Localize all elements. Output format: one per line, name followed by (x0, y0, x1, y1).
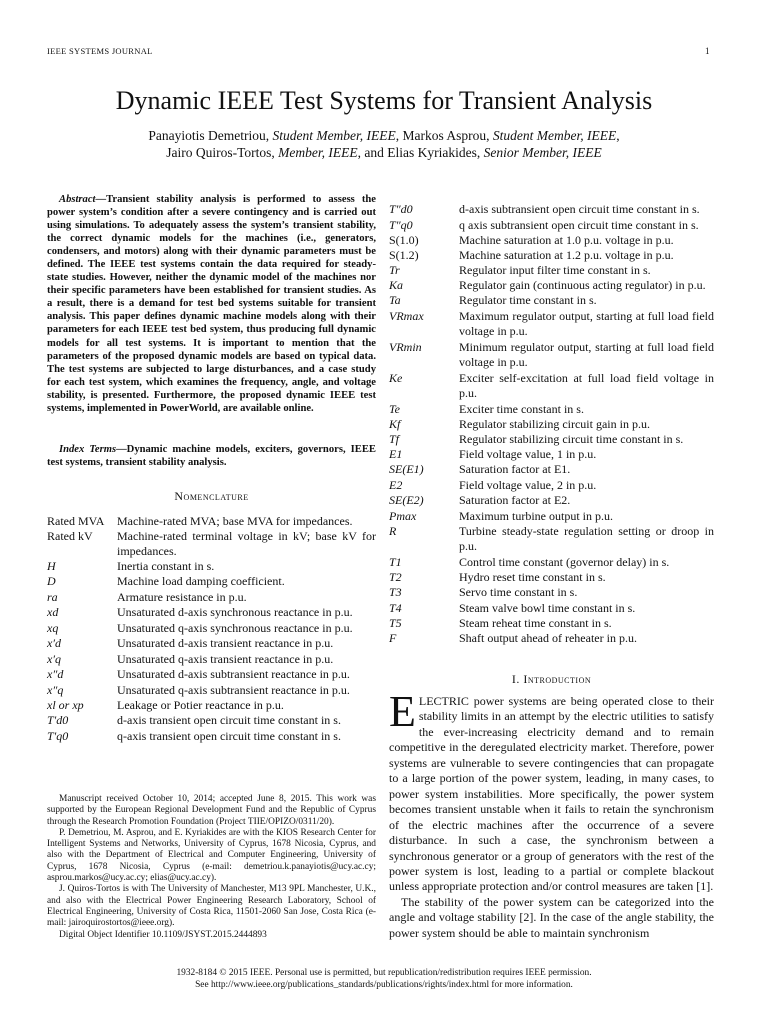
footnote-manuscript: Manuscript received October 10, 2014; accepted June 8, 2015. This work was supported by the European Regional Development Fund and the Republic of Cyprus through the Research Promotion Foundation (Project TIIE/ΟΡΙΖΟ/0311/20). (47, 794, 376, 827)
nomenclature-symbol: Rated MVA (47, 514, 105, 528)
section-heading-introduction: I. Introduction (511, 672, 592, 686)
nomenclature-description: Control time constant (governor delay) in s. (459, 555, 670, 569)
author-separator: , (616, 128, 620, 143)
nomenclature-description: Servo time constant in s. (459, 585, 578, 599)
index-terms-text: Dynamic machine models, exciters, governors, IEEE test systems, transient stability analysis. (47, 444, 376, 469)
nomenclature-symbol: x′d (47, 636, 61, 650)
intro-paragraph-2: The stability of the power system can be categorized into the angle and voltage stability [2]. In the case of the angle stability, the power system should be able to maintain synchronism (389, 894, 714, 940)
nomenclature-heading: Nomenclature (174, 489, 249, 503)
nomenclature-symbol: VRmin (389, 340, 422, 354)
index-terms-dash: — (116, 444, 127, 455)
nomenclature-symbol: x′q (47, 652, 61, 666)
copyright-line-1: 1932-8184 © 2015 IEEE. Personal use is permitted, but republication/redistribution requires IEEE permission. (176, 968, 592, 978)
author-2-role: Student Member, IEEE (492, 128, 617, 143)
nomenclature-symbol: xl or xp (47, 698, 84, 712)
nomenclature-description: Hydro reset time constant in s. (459, 570, 606, 584)
nomenclature-symbol: E1 (389, 447, 403, 461)
nomenclature-symbol: Rated kV (47, 529, 93, 543)
nomenclature-symbol: R (389, 524, 397, 538)
nomenclature-description: Unsaturated q-axis transient reactance in p.u. (117, 652, 334, 666)
nomenclature-description: Machine saturation at 1.2 p.u. voltage in p.u. (459, 248, 674, 262)
nomenclature-description: Machine saturation at 1.0 p.u. voltage in p.u. (459, 233, 674, 247)
nomenclature-symbol: Tr (389, 263, 400, 277)
nomenclature-symbol: x″q (47, 683, 64, 697)
copyright-notice (0, 967, 768, 991)
abstract-text: Transient stability analysis is performed to assess the power system’s condition after a severe contingency and is carried out using simulations. To adequately assess the system’s transient stability, the correct dynamic models for the machines (i.e., generators, condensers, and motors) along with their dynamic parameters must be defined. The IEEE test systems contain the data required for steady-state studies. However, neither the dynamic model of the machines nor their specific parameters have been established for transient studies. As a result, there is a demand for test bed systems suitable for transient analysis. This paper defines dynamic machine models along with their parameters for each IEEE test bed system, thus producing full dynamic models for all test systems. It is important to mention that the parameters of the proposed dynamic models are based on typical data. The test systems are subjected to large disturbances, and a case study for each test system, which examines the frequency, angle, and voltage stability, is presented. Furthermore, the proposed dynamic IEEE test systems, implemented in PowerWorld, are available online. (47, 194, 376, 414)
nomenclature-description: Exciter time constant in s. (459, 402, 584, 416)
nomenclature-symbol: Pmax (389, 509, 417, 523)
introduction-body (389, 687, 714, 941)
nomenclature-symbol: H (47, 559, 56, 573)
abstract-dash: — (95, 194, 107, 205)
nomenclature-symbol: T4 (389, 601, 402, 615)
footnotes (47, 794, 376, 941)
running-head: IEEE SYSTEMS JOURNAL (47, 46, 153, 56)
nomenclature-symbol: T″d0 (389, 202, 413, 216)
nomenclature-symbol: D (47, 574, 56, 588)
footnote-affiliation-2: J. Quiros-Tortos is with The University of Manchester, M13 9PL Manchester, U.K., and also with the Electrical Power Engineering Research Laboratory, School of Electrical Engineering, University of Costa Rica, 11501-2060 San Jose, Costa Rica (e-mail: jairoquirostortos@ieee.org). (47, 884, 376, 929)
nomenclature-symbol: Ke (389, 371, 403, 385)
nomenclature-symbol: T3 (389, 585, 402, 599)
abstract (47, 193, 376, 415)
author-3: Jairo Quiros-Tortos, (166, 145, 279, 160)
nomenclature-symbol: SE(E1) (389, 462, 424, 476)
copyright-line-2: See http://www.ieee.org/publications_standards/publications/rights/index.html for more information. (195, 980, 573, 990)
nomenclature-description: d-axis transient open circuit time constant in s. (117, 713, 341, 727)
nomenclature-description: Machine-rated MVA; base MVA for impedances. (117, 514, 353, 528)
nomenclature-symbol: Tf (389, 432, 400, 446)
footnote-doi: Digital Object Identifier 10.1109/JSYST.2015.2444893 (59, 929, 267, 940)
nomenclature-description: Steam reheat time constant in s. (459, 616, 612, 630)
nomenclature-symbol: E2 (389, 478, 403, 492)
nomenclature-description: Armature resistance in p.u. (117, 590, 247, 604)
nomenclature-description: q axis subtransient open circuit time constant in s. (459, 218, 699, 232)
nomenclature-description: Turbine steady-state regulation setting or droop in p.u. (459, 524, 714, 553)
author-list (0, 127, 768, 161)
author-4-role: Senior Member, IEEE (483, 145, 602, 160)
nomenclature-description: q-axis transient open circuit time constant in s. (117, 729, 341, 743)
author-2: , Markos Asprou, (395, 128, 493, 143)
intro-lead-word: LECTRIC (418, 694, 469, 708)
nomenclature-symbol: ra (47, 590, 58, 604)
nomenclature-symbol: xd (47, 605, 59, 619)
nomenclature-symbol: SE(E2) (389, 493, 424, 507)
nomenclature-description: Saturation factor at E1. (459, 462, 571, 476)
nomenclature-symbol: S(1.0) (389, 233, 419, 247)
nomenclature-description: Minimum regulator output, starting at full load field voltage in p.u. (459, 340, 714, 369)
nomenclature-description: Maximum regulator output, starting at full load field voltage in p.u. (459, 309, 714, 338)
nomenclature-description: Shaft output ahead of reheater in p.u. (459, 631, 637, 645)
intro-paragraph-1 (389, 687, 714, 895)
paper-title: Dynamic IEEE Test Systems for Transient Analysis (115, 86, 653, 115)
nomenclature-description: Regulator stabilizing circuit gain in p.u. (459, 417, 650, 431)
author-4: , and Elias Kyriakides, (357, 145, 484, 160)
nomenclature-symbol: VRmax (389, 309, 424, 323)
author-3-role: Member, IEEE (278, 145, 358, 160)
nomenclature-description: Regulator stabilizing circuit time constant in s. (459, 432, 684, 446)
footnote-affiliation-1: P. Demetriou, M. Asprou, and E. Kyriakides are with the KIOS Research Center for Intelligent Systems and Networks, University of Cyprus, 1678 Nicosia, Cyprus, and also with the Department of Electrical and Computer Engineering, University of Cyprus, 1678 Nicosia, Cyprus (e-mail: demetriou.k.panayiotis@ucy.ac.cy; asprou.markos@ucy.ac.cy; elias@ucy.ac.cy). (47, 827, 376, 884)
nomenclature-description: Regulator gain (continuous acting regulator) in p.u. (459, 278, 706, 292)
nomenclature-symbol: T″q0 (389, 218, 413, 232)
nomenclature-symbol: Kf (389, 417, 401, 431)
page-number: 1 (705, 46, 710, 56)
nomenclature-description: Maximum turbine output in p.u. (459, 509, 613, 523)
intro-paragraph-1-text: power systems are being operated close to their stability limits in an attempt by the electric utilities to satisfy the ever-increasing electricity demand and to remain competitive in the deregulated electricity market. Therefore, power systems are vulnerable to severe contingencies that can propagate to a large portion of the power system, leading, in many cases, to power system instabilities. More specifically, the power system becomes transient unstable when it fails to retain the synchronism of the electric machines after the occurrence of a severe disturbance. In such a case, the synchronism between a synchronous generator or a group of generators with the rest of the power system is lost, leading to a partial or complete blackout unless appropriate protection and/or control measures are taken [1]. (389, 694, 714, 894)
nomenclature-description: Unsaturated q-axis synchronous reactance in p.u. (117, 621, 353, 635)
author-1-role: Student Member, IEEE (272, 128, 396, 143)
nomenclature-description: Field voltage value, 2 in p.u. (459, 478, 597, 492)
nomenclature-description: Unsaturated q-axis subtransient reactance in p.u. (117, 683, 350, 697)
nomenclature-symbol: xq (47, 621, 59, 635)
nomenclature-description: Field voltage value, 1 in p.u. (459, 447, 597, 461)
nomenclature-description: d-axis subtransient open circuit time constant in s. (459, 202, 700, 216)
nomenclature-description: Unsaturated d-axis subtransient reactance in p.u. (117, 667, 350, 681)
nomenclature-symbol: Te (389, 402, 400, 416)
nomenclature-symbol: F (389, 631, 397, 645)
nomenclature-symbol: T2 (389, 570, 402, 584)
nomenclature-symbol: Ka (389, 278, 404, 292)
index-terms-label: Index Terms (59, 444, 117, 455)
nomenclature-description: Regulator time constant in s. (459, 293, 597, 307)
nomenclature-symbol: T5 (389, 616, 402, 630)
index-terms (47, 443, 376, 469)
nomenclature-symbol: T′d0 (47, 713, 69, 727)
nomenclature-symbol: Ta (389, 293, 401, 307)
nomenclature-description: Inertia constant in s. (117, 559, 215, 573)
nomenclature-description: Steam valve bowl time constant in s. (459, 601, 636, 615)
author-1: Panayiotis Demetriou, (148, 128, 273, 143)
nomenclature-symbol: S(1.2) (389, 248, 419, 262)
nomenclature-symbol: T′q0 (47, 729, 69, 743)
nomenclature-description: Machine-rated terminal voltage in kV; base kV for impedances. (117, 529, 376, 558)
nomenclature-description: Regulator input filter time constant in s. (459, 263, 651, 277)
nomenclature-description: Machine load damping coefficient. (117, 574, 285, 588)
nomenclature-description: Unsaturated d-axis transient reactance in p.u. (117, 636, 334, 650)
nomenclature-description: Saturation factor at E2. (459, 493, 571, 507)
nomenclature-description: Exciter self-excitation at full load field voltage in p.u. (459, 371, 714, 400)
nomenclature-description: Unsaturated d-axis synchronous reactance in p.u. (117, 605, 353, 619)
nomenclature-symbol: T1 (389, 555, 402, 569)
abstract-label: Abstract (59, 194, 96, 205)
nomenclature-description: Leakage or Potier reactance in p.u. (117, 698, 284, 712)
drop-cap: E (389, 687, 416, 736)
nomenclature-symbol: x″d (47, 667, 64, 681)
